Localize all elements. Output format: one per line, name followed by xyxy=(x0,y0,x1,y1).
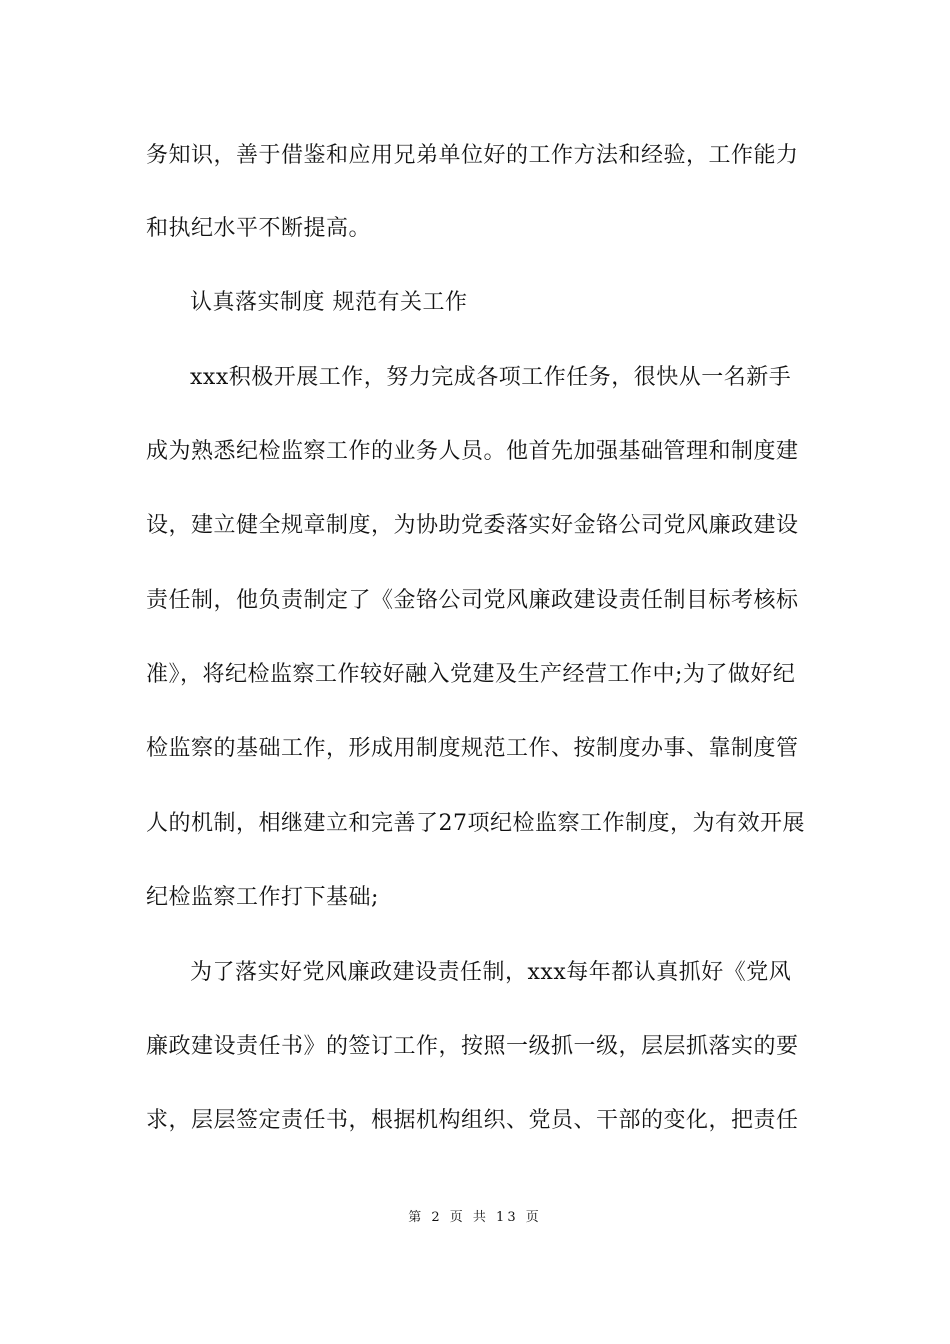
page-footer: 第 2 页 共 13 页 xyxy=(408,1210,542,1225)
paragraph-line: 廉政建设责任书》的签订工作，按照一级抓一级，层层抓落实的要 xyxy=(146,1034,799,1059)
paragraph-line: 人的机制，相继建立和完善了27项纪检监察工作制度，为有效开展 xyxy=(146,811,805,836)
paragraph-line: 务知识，善于借鉴和应用兄弟单位好的工作方法和经验，工作能力 xyxy=(146,143,799,168)
paragraph-line: xxx积极开展工作，努力完成各项工作任务，很快从一名新手 xyxy=(190,365,792,390)
paragraph-line: 纪检监察工作打下基础; xyxy=(146,885,379,910)
paragraph-line: 为了落实好党风廉政建设责任制，xxx每年都认真抓好《党风 xyxy=(190,960,792,985)
paragraph-line: 责任制，他负责制定了《金铬公司党风廉政建设责任制目标考核标 xyxy=(146,588,799,613)
paragraph-line: 求，层层签定责任书，根据机构组织、党员、干部的变化，把责任 xyxy=(146,1108,799,1133)
paragraph-line: 成为熟悉纪检监察工作的业务人员。他首先加强基础管理和制度建 xyxy=(146,439,799,464)
paragraph-line: 检监察的基础工作，形成用制度规范工作、按制度办事、靠制度管 xyxy=(146,736,799,761)
paragraph-line: 和执纪水平不断提高。 xyxy=(146,216,372,241)
paragraph-line: 准》，将纪检监察工作较好融入党建及生产经营工作中;为了做好纪 xyxy=(146,662,796,687)
paragraph-line: 设，建立健全规章制度，为协助党委落实好金铬公司党风廉政建设 xyxy=(146,513,799,538)
section-heading: 认真落实制度 规范有关工作 xyxy=(190,290,468,315)
